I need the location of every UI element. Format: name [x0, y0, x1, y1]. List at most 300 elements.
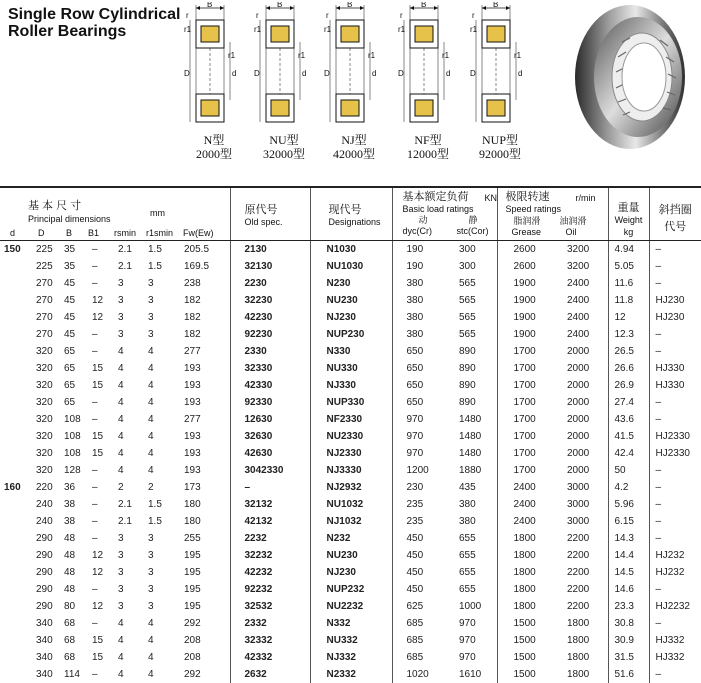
table-cell: 193	[176, 377, 230, 394]
table-row	[0, 394, 701, 411]
table-cell: NU230	[310, 292, 392, 309]
new-en: Designations	[311, 217, 392, 227]
table-cell: 970	[392, 428, 445, 445]
table-cell: 1020	[392, 666, 445, 683]
table-cell: 65	[58, 343, 86, 360]
table-cell: 3	[142, 598, 176, 615]
table-cell: 650	[392, 394, 445, 411]
table-cell: 290	[30, 547, 58, 564]
svg-text:r1: r1	[298, 51, 306, 60]
table-cell: 625	[392, 598, 445, 615]
table-cell: 15	[86, 377, 110, 394]
table-cell: 450	[392, 530, 445, 547]
table-cell	[0, 411, 30, 428]
table-cell: 38	[58, 496, 86, 513]
table-row	[0, 292, 701, 309]
table-cell: 290	[30, 581, 58, 598]
table-cell: 3000	[553, 496, 608, 513]
table-cell: 48	[58, 564, 86, 581]
table-cell: 42.4	[608, 445, 649, 462]
designation-header	[310, 187, 392, 241]
table-cell: 1.5	[142, 258, 176, 275]
table-cell: 4.94	[608, 241, 649, 259]
table-cell: 108	[58, 428, 86, 445]
table-cell	[0, 666, 30, 683]
table-row	[0, 530, 701, 547]
table-cell: 3	[110, 547, 142, 564]
svg-text:r: r	[326, 11, 329, 20]
table-cell	[0, 462, 30, 479]
table-cell: 1700	[497, 462, 553, 479]
table-cell: 208	[176, 632, 230, 649]
table-cell: –	[649, 258, 701, 275]
table-cell: 4	[142, 377, 176, 394]
table-cell: NJ3330	[310, 462, 392, 479]
mm-unit: mm	[150, 208, 165, 218]
table-cell: 970	[445, 649, 497, 666]
table-cell: 180	[176, 496, 230, 513]
table-cell: 205.5	[176, 241, 230, 259]
table-cell: 3	[110, 530, 142, 547]
svg-text:r1: r1	[470, 25, 478, 34]
table-cell: 320	[30, 428, 58, 445]
table-cell: 4	[142, 394, 176, 411]
table-cell: NJ1032	[310, 513, 392, 530]
table-cell: 15	[86, 445, 110, 462]
table-row	[0, 275, 701, 292]
load-ratings-header	[392, 187, 497, 241]
diagram-nu	[254, 2, 314, 130]
table-cell: NJ2330	[310, 445, 392, 462]
table-row	[0, 496, 701, 513]
table-cell: 450	[392, 581, 445, 598]
table-cell: –	[649, 462, 701, 479]
table-cell: 2000	[553, 343, 608, 360]
table-cell: 270	[30, 275, 58, 292]
table-cell: NJ332	[310, 649, 392, 666]
table-row	[0, 547, 701, 564]
table-cell: 12	[608, 309, 649, 326]
table-cell: 565	[445, 326, 497, 343]
svg-text:r1: r1	[398, 25, 406, 34]
table-cell: N230	[310, 275, 392, 292]
table-cell: N2332	[310, 666, 392, 683]
table-cell: 225	[30, 241, 58, 259]
table-cell: 50	[608, 462, 649, 479]
table-cell: 240	[30, 513, 58, 530]
svg-text:B: B	[421, 2, 426, 9]
table-cell: 108	[58, 411, 86, 428]
table-cell: HJ232	[649, 564, 701, 581]
table-cell: HJ330	[649, 377, 701, 394]
svg-text:B: B	[493, 2, 498, 9]
dimensions-header	[0, 187, 230, 241]
table-cell: 2000	[553, 462, 608, 479]
table-cell: 3	[142, 275, 176, 292]
table-cell: 300	[445, 241, 497, 259]
table-cell	[0, 292, 30, 309]
diagram-nup	[470, 2, 530, 130]
svg-text:r: r	[186, 11, 189, 20]
table-cell: 290	[30, 564, 58, 581]
table-cell: 12	[86, 292, 110, 309]
table-cell: 1700	[497, 411, 553, 428]
svg-text:D: D	[324, 69, 330, 78]
table-row	[0, 666, 701, 683]
table-cell: 4	[142, 360, 176, 377]
table-cell: 1800	[497, 564, 553, 581]
table-cell: 3	[142, 530, 176, 547]
table-cell: 38	[58, 513, 86, 530]
table-cell: 2.1	[110, 241, 142, 259]
table-cell: 15	[86, 649, 110, 666]
table-cell: 32230	[230, 292, 310, 309]
table-cell: 1.5	[142, 496, 176, 513]
table-row	[0, 479, 701, 496]
load-cn: 基本额定负荷	[403, 191, 469, 204]
svg-text:r: r	[400, 11, 403, 20]
table-cell: 68	[58, 632, 86, 649]
table-cell: 3	[110, 309, 142, 326]
table-cell: 30.8	[608, 615, 649, 632]
table-cell: NUP232	[310, 581, 392, 598]
table-cell: 45	[58, 309, 86, 326]
load-unit: KN	[485, 193, 498, 203]
table-cell: 114	[58, 666, 86, 683]
table-cell: 80	[58, 598, 86, 615]
table-row	[0, 581, 701, 598]
table-cell: 4.2	[608, 479, 649, 496]
table-cell: 2000	[553, 394, 608, 411]
table-cell: 2000	[553, 377, 608, 394]
table-cell	[0, 513, 30, 530]
table-cell: –	[649, 666, 701, 683]
table-cell: 3	[142, 309, 176, 326]
table-cell: 4	[110, 632, 142, 649]
table-cell: 290	[30, 598, 58, 615]
svg-text:r1: r1	[368, 51, 376, 60]
table-cell: 650	[392, 360, 445, 377]
table-cell: 1700	[497, 360, 553, 377]
table-cell: 970	[392, 445, 445, 462]
table-cell: 4	[142, 445, 176, 462]
table-cell: 650	[392, 377, 445, 394]
diagram-caption-n	[176, 133, 252, 161]
svg-text:d: d	[232, 69, 236, 78]
table-cell: 2000	[553, 428, 608, 445]
table-cell	[0, 428, 30, 445]
table-cell: 11.6	[608, 275, 649, 292]
table-cell: 32532	[230, 598, 310, 615]
table-cell: 2	[142, 479, 176, 496]
table-cell	[0, 360, 30, 377]
table-cell: NU332	[310, 632, 392, 649]
table-cell: 31.5	[608, 649, 649, 666]
table-row	[0, 445, 701, 462]
title-line-1: Single Row Cylindrical	[8, 6, 180, 23]
table-cell: –	[230, 479, 310, 496]
col-r1smin: r1smin	[146, 228, 173, 238]
table-cell: NF2330	[310, 411, 392, 428]
table-cell: –	[86, 275, 110, 292]
table-cell: HJ332	[649, 649, 701, 666]
oil-cn: 油润滑	[560, 216, 587, 226]
table-row	[0, 258, 701, 275]
table-cell	[0, 326, 30, 343]
caption-type: NU型	[246, 133, 322, 147]
table-cell: 1480	[445, 445, 497, 462]
table-cell	[0, 258, 30, 275]
svg-text:r1: r1	[254, 25, 262, 34]
table-cell: 2130	[230, 241, 310, 259]
table-cell: 380	[392, 292, 445, 309]
dims-en: Principal dimensions	[28, 214, 111, 224]
table-cell: 1700	[497, 428, 553, 445]
table-cell: 320	[30, 462, 58, 479]
table-cell: 655	[445, 581, 497, 598]
table-cell: 32232	[230, 547, 310, 564]
table-cell: 292	[176, 666, 230, 683]
table-cell: 340	[30, 666, 58, 683]
weight-en: Weight	[609, 215, 649, 225]
table-cell: 320	[30, 411, 58, 428]
table-cell: 4	[110, 394, 142, 411]
table-cell: NU230	[310, 547, 392, 564]
table-cell: 128	[58, 462, 86, 479]
table-cell: 45	[58, 275, 86, 292]
table-cell: 320	[30, 343, 58, 360]
table-cell: 173	[176, 479, 230, 496]
table-cell	[0, 275, 30, 292]
table-cell: 235	[392, 513, 445, 530]
table-cell: 4	[110, 360, 142, 377]
table-cell: 3	[142, 326, 176, 343]
table-cell: 225	[30, 258, 58, 275]
svg-text:d: d	[302, 69, 306, 78]
table-cell: 2332	[230, 615, 310, 632]
table-row	[0, 632, 701, 649]
table-cell: NU2232	[310, 598, 392, 615]
table-cell: 220	[30, 479, 58, 496]
table-cell: 1700	[497, 394, 553, 411]
table-cell: 650	[392, 343, 445, 360]
table-cell: 193	[176, 394, 230, 411]
table-cell: 270	[30, 292, 58, 309]
table-cell: 14.5	[608, 564, 649, 581]
table-cell: 2400	[553, 326, 608, 343]
table-cell: 195	[176, 581, 230, 598]
table-cell: 3	[110, 326, 142, 343]
table-cell: 4	[142, 649, 176, 666]
table-cell: –	[649, 530, 701, 547]
table-cell: 655	[445, 547, 497, 564]
table-cell: 685	[392, 615, 445, 632]
dyn-cn: 动	[419, 215, 428, 225]
caption-series: 2000型	[176, 147, 252, 161]
table-cell: 5.05	[608, 258, 649, 275]
table-body	[0, 241, 701, 683]
ring-cn2: 代号	[650, 217, 701, 234]
table-cell: 12	[86, 309, 110, 326]
diagram-nj	[324, 2, 384, 130]
table-cell: 320	[30, 394, 58, 411]
table-cell: 42230	[230, 309, 310, 326]
table-cell: 1500	[497, 615, 553, 632]
table-cell: 1900	[497, 309, 553, 326]
table-cell: 2400	[553, 275, 608, 292]
table-cell: 4	[142, 666, 176, 683]
table-cell: –	[649, 275, 701, 292]
table-cell: 3	[110, 292, 142, 309]
table-cell: 14.4	[608, 547, 649, 564]
table-cell: 12.3	[608, 326, 649, 343]
old-en: Old spec.	[231, 217, 310, 227]
table-cell: 32332	[230, 632, 310, 649]
col-rsmin: rsmin	[114, 228, 136, 238]
table-cell: 292	[176, 615, 230, 632]
speed-cn: 极限转速	[506, 191, 550, 204]
table-cell: 1900	[497, 275, 553, 292]
table-cell: 26.9	[608, 377, 649, 394]
table-cell: 3200	[553, 241, 608, 259]
table-cell: 1700	[497, 377, 553, 394]
table-row	[0, 462, 701, 479]
table-cell: 340	[30, 615, 58, 632]
table-cell: 12	[86, 547, 110, 564]
table-cell	[0, 309, 30, 326]
table-cell: 685	[392, 649, 445, 666]
svg-text:B: B	[207, 2, 212, 9]
table-row	[0, 513, 701, 530]
table-cell: 4	[110, 445, 142, 462]
table-cell: 12	[86, 564, 110, 581]
table-cell: N330	[310, 343, 392, 360]
table-cell: –	[86, 462, 110, 479]
table-cell: 1500	[497, 649, 553, 666]
svg-text:r1: r1	[442, 51, 450, 60]
table-cell: –	[649, 241, 701, 259]
table-cell: 3	[110, 275, 142, 292]
table-cell: 14.6	[608, 581, 649, 598]
table-row	[0, 598, 701, 615]
grease-cn: 脂润滑	[514, 216, 541, 226]
table-cell: –	[86, 326, 110, 343]
table-row	[0, 326, 701, 343]
table-cell: 240	[30, 496, 58, 513]
table-row	[0, 241, 701, 259]
table-cell: 1500	[497, 632, 553, 649]
table-cell: 41.5	[608, 428, 649, 445]
table-cell: 3	[142, 564, 176, 581]
table-cell: 1880	[445, 462, 497, 479]
table-cell: –	[649, 411, 701, 428]
table-cell: 970	[445, 615, 497, 632]
table-cell: 48	[58, 530, 86, 547]
table-cell: 2200	[553, 564, 608, 581]
table-cell: 2400	[497, 479, 553, 496]
table-cell: 193	[176, 360, 230, 377]
table-cell: 2230	[230, 275, 310, 292]
table-cell: 193	[176, 462, 230, 479]
diagram-caption-nu	[246, 133, 322, 161]
diagram-caption-nf	[390, 133, 466, 161]
table-cell: 45	[58, 292, 86, 309]
table-cell: 150	[0, 241, 30, 259]
table-cell: 1480	[445, 428, 497, 445]
table-cell: 1900	[497, 326, 553, 343]
table-cell: NU1030	[310, 258, 392, 275]
table-cell: 11.8	[608, 292, 649, 309]
table-cell: 1900	[497, 292, 553, 309]
svg-text:d: d	[518, 69, 522, 78]
stat-label: stc(Cor)	[457, 226, 489, 236]
table-cell: 3	[110, 598, 142, 615]
diagram-caption-nj	[316, 133, 392, 161]
table-cell: 1800	[497, 598, 553, 615]
svg-text:B: B	[347, 2, 352, 9]
table-cell: 4	[142, 615, 176, 632]
table-cell: 1700	[497, 445, 553, 462]
table-cell	[0, 632, 30, 649]
table-cell: 182	[176, 292, 230, 309]
table-cell: 12630	[230, 411, 310, 428]
table-cell: 450	[392, 564, 445, 581]
table-cell: 2200	[553, 547, 608, 564]
table-cell: 565	[445, 292, 497, 309]
table-cell	[0, 564, 30, 581]
title-line-2: Roller Bearings	[8, 23, 180, 40]
table-cell: –	[86, 343, 110, 360]
table-cell: 3000	[553, 479, 608, 496]
caption-series: 92000型	[462, 147, 538, 161]
table-cell: –	[86, 258, 110, 275]
table-cell: NU2330	[310, 428, 392, 445]
bearing-photo	[568, 2, 698, 157]
table-cell: 238	[176, 275, 230, 292]
table-cell	[0, 343, 30, 360]
table-cell: 2632	[230, 666, 310, 683]
stat-cn: 静	[469, 215, 478, 225]
table-cell: 1800	[553, 632, 608, 649]
table-cell: 3	[142, 292, 176, 309]
table-cell: –	[649, 343, 701, 360]
table-cell: 4	[110, 428, 142, 445]
table-cell: 685	[392, 632, 445, 649]
table-cell: 3	[110, 581, 142, 598]
table-cell: 2600	[497, 241, 553, 259]
table-cell: 1610	[445, 666, 497, 683]
table-cell: N1030	[310, 241, 392, 259]
table-cell: 1.5	[142, 513, 176, 530]
table-cell	[0, 445, 30, 462]
table-cell: 2232	[230, 530, 310, 547]
speed-unit: r/min	[576, 193, 596, 203]
table-cell: 48	[58, 547, 86, 564]
table-cell: HJ2330	[649, 445, 701, 462]
table-cell: 230	[392, 479, 445, 496]
table-cell: 380	[445, 496, 497, 513]
table-cell: 2.1	[110, 258, 142, 275]
diagram-n	[184, 2, 244, 130]
table-cell: –	[649, 581, 701, 598]
col-fw: Fw(Ew)	[183, 228, 214, 238]
caption-series: 12000型	[390, 147, 466, 161]
table-cell: 380	[392, 275, 445, 292]
svg-text:D: D	[184, 69, 190, 78]
table-cell: 92230	[230, 326, 310, 343]
table-cell: 23.3	[608, 598, 649, 615]
table-cell: 68	[58, 649, 86, 666]
